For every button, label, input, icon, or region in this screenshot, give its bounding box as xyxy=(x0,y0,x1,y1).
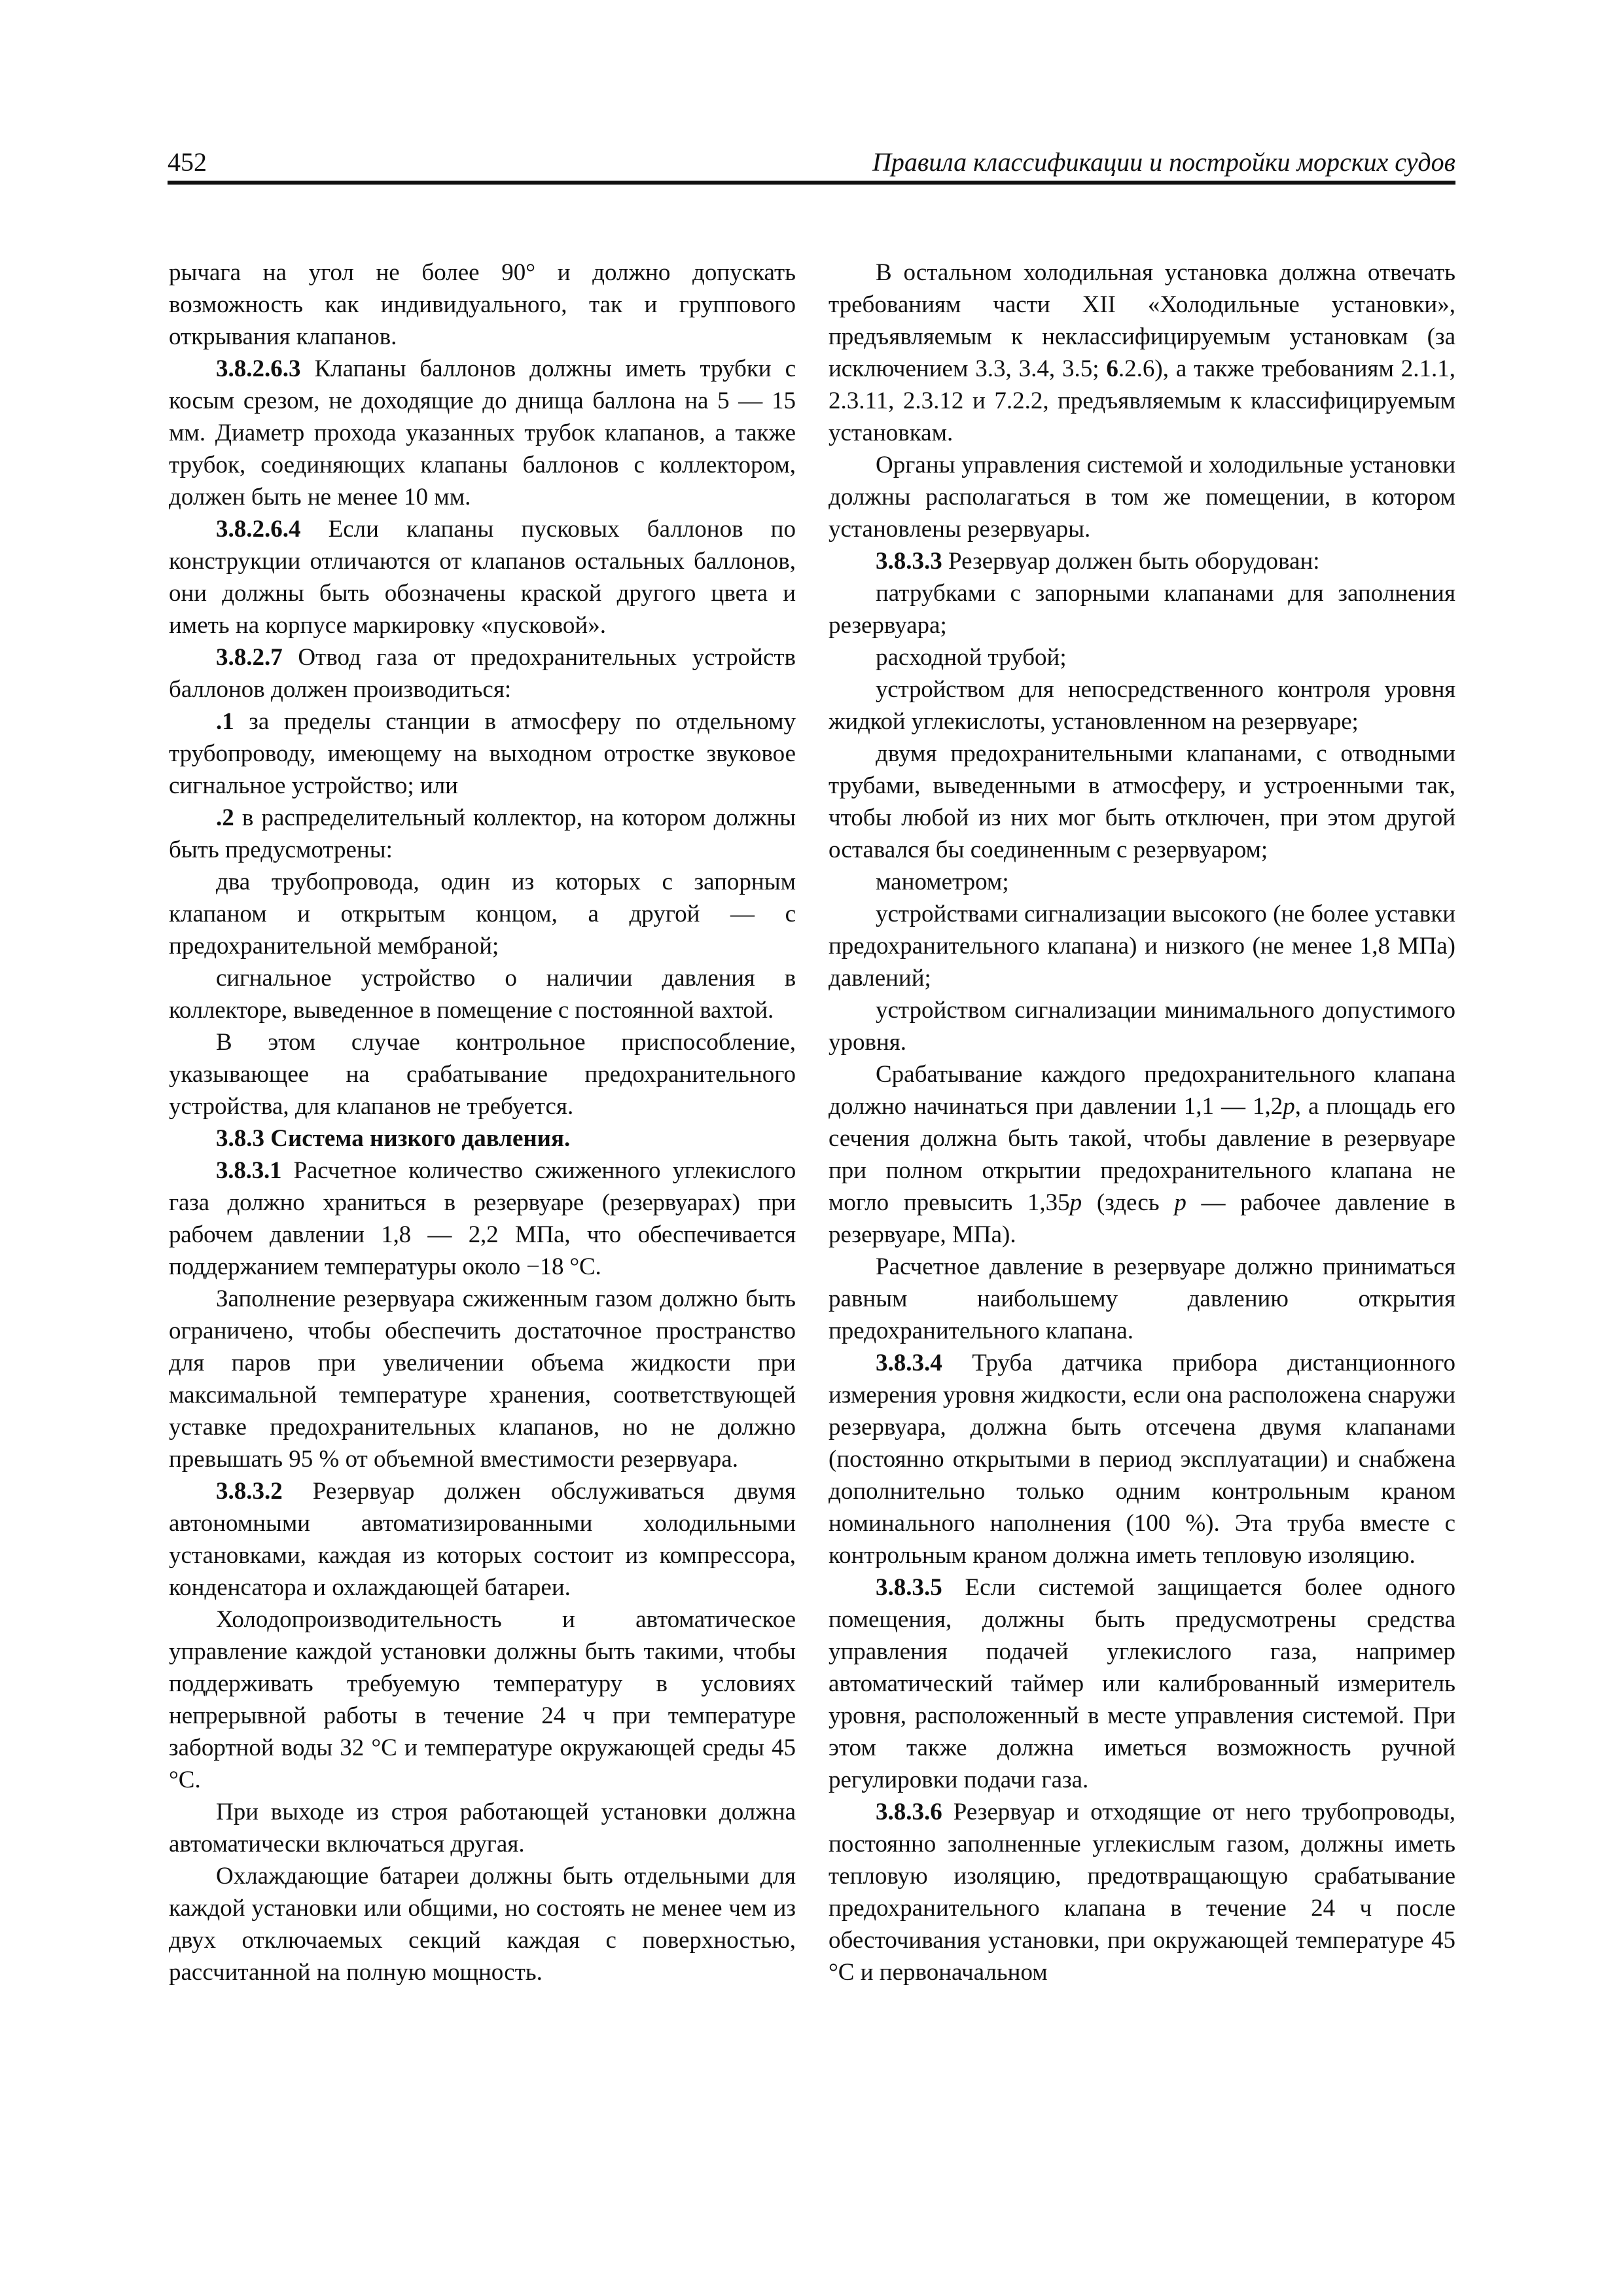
paragraph xyxy=(169,513,796,641)
running-title: Правила классификации и постройки морских судов xyxy=(872,147,1455,177)
pressure-symbol: p xyxy=(1283,1093,1295,1120)
list-item: расходной трубой; xyxy=(876,644,1067,671)
paragraph-text: за пределы станции в атмосферу по отдельному трубопроводу, имеющему на выходном отростке звуковое сигнальное устройство; или xyxy=(169,708,796,799)
paragraph-text: Клапаны баллонов должны иметь трубки с косым срезом, не доходящие до днища баллона на 5 — 15 мм. Диаметр прохода указанных трубок клапанов, а также трубок, соединяющих клапаны баллонов с коллектором, должен быть не менее 10 мм. xyxy=(169,355,796,511)
clause-number: 3.8.3.4 xyxy=(876,1350,942,1376)
list-item: устройством сигнализации минимального допустимого уровня. xyxy=(829,997,1455,1056)
paragraph: Заполнение резервуара сжиженным газом должно быть ограничено, чтобы обеспечить достаточное пространство для паров при увеличении объема жидкости при максимальной температуре хранения, соответствующей уставке предохранительных клапанов, но не должно превышать 95 % от объемной вместимости резервуара. xyxy=(169,1285,796,1473)
clause-number: 3.8.2.6.3 xyxy=(216,355,301,382)
paragraph xyxy=(829,257,1455,449)
paragraph-text: Резервуар и отходящие от него трубопроводы, постоянно заполненные углекислым газом, должны иметь тепловую изоляцию, предотвращающую срабатывание предохранительного клапана в течение 24 ч после обесточивания установки, при окружающей температуре 45 °С и первоначальном xyxy=(829,1799,1455,1986)
paragraph xyxy=(829,1058,1455,1251)
item-number: .1 xyxy=(216,708,234,735)
list-item: устройствами сигнализации высокого (не более уставки предохранительного клапана) и низкого (не менее 1,8 МПа) давлений; xyxy=(829,901,1455,992)
clause-number: 3.8.3.6 xyxy=(876,1799,942,1825)
paragraph-text: Если клапаны пусковых баллонов по конструкции отличаются от клапанов остальных баллонов, они должны быть обозначены краской другого цвета и иметь на корпусе маркировку «пусковой». xyxy=(169,516,796,639)
list-item: устройством для непосредственного контроля уровня жидкой углекислоты, установленном на резервуаре; xyxy=(829,676,1455,735)
clause-number: 3.8.2.6.4 xyxy=(216,516,301,543)
clause-number: 3.8.3.3 xyxy=(876,548,942,575)
item-number: .2 xyxy=(216,804,234,831)
paragraph-text: в распределительный коллектор, на котором должны быть предусмотрены: xyxy=(169,804,796,863)
paragraph-text: Отвод газа от предохранительных устройств баллонов должен производиться: xyxy=(169,644,796,703)
paragraph-text: (здесь xyxy=(1082,1189,1175,1216)
paragraph-text: — рабочее давление в резервуаре, МПа). xyxy=(829,1189,1456,1248)
paragraph xyxy=(829,545,1455,577)
paragraph-text: Резервуар должен быть оборудован: xyxy=(942,548,1320,575)
paragraph-text: Расчетное количество сжиженного углекислого газа должно храниться в резервуаре (резервуарах) при рабочем давлении 1,8 — 2,2 МПа, что обеспечивается поддержанием температуры около −18 °С. xyxy=(169,1157,796,1280)
clause-number: 3.8.2.7 xyxy=(216,644,283,671)
paragraph: Органы управления системой и холодильные установки должны располагаться в том же помещении, в котором установлены резервуары. xyxy=(829,452,1455,543)
clause-number: 3.8.3.2 xyxy=(216,1478,283,1505)
paragraph: В этом случае контрольное приспособление, указывающее на срабатывание предохранительного устройства, для клапанов не требуется. xyxy=(169,1029,796,1120)
list-item: двумя предохранительными клапанами, с отводными трубами, выведенными в атмосферу, и устроенными так, чтобы любой из них мог быть отключен, при этом другой оставался бы соединенным с резервуаром; xyxy=(829,740,1455,863)
bold-reference: 6 xyxy=(1106,355,1118,382)
paragraph xyxy=(829,1571,1455,1796)
list-item: патрубками с запорными клапанами для заполнения резервуара; xyxy=(829,580,1455,639)
list-item xyxy=(169,802,796,866)
paragraph-text: В остальном холодильная установка должна отвечать требованиям части XII «Холодильные установки», предъявляемым к неклассифицируемым установкам (за исключением 3.3, 3.4, 3.5; xyxy=(829,259,1455,382)
paragraph xyxy=(169,1475,796,1604)
paragraph-text: Если системой защищается более одного помещения, должны быть предусмотрены средства управления подачей углекислого газа, например автоматический таймер или калиброванный измеритель уровня, расположенный в месте управления системой. При этом также должна иметься возможность ручной регулировки подачи газа. xyxy=(829,1574,1455,1793)
right-column xyxy=(829,257,1455,1988)
paragraph xyxy=(829,1796,1455,1988)
list-item xyxy=(169,706,796,802)
paragraph: сигнальное устройство о наличии давления в коллекторе, выведенное в помещение с постоянной вахтой. xyxy=(169,965,796,1024)
page-number: 452 xyxy=(168,147,207,177)
paragraph xyxy=(169,353,796,513)
paragraph: Расчетное давление в резервуаре должно приниматься равным наибольшему давлению открытия предохранительного клапана. xyxy=(829,1253,1455,1344)
paragraph: Холодопроизводительность и автоматическое управление каждой установки должны быть такими, чтобы поддерживать требуемую температуру в условиях непрерывной работы в течение 24 ч при температуре забортной воды 32 °С и температуре окружающей среды 45 °С. xyxy=(169,1606,796,1793)
paragraph xyxy=(829,1347,1455,1571)
paragraph-text: , а площадь его сечения должна быть такой, чтобы давление в резервуаре при полном открытии предохранительного клапана не могло превысить 1,35 xyxy=(829,1093,1456,1216)
list-item: манометром; xyxy=(876,869,1009,895)
paragraph-text: Резервуар должен обслуживаться двумя автономными автоматизированными холодильными установками, каждая из которых состоит из компрессора, конденсатора и охлаждающей батареи. xyxy=(169,1478,796,1601)
clause-number: 3.8.3.1 xyxy=(216,1157,282,1184)
section-heading: 3.8.3 Система низкого давления. xyxy=(216,1125,571,1152)
left-column xyxy=(169,257,796,1988)
paragraph xyxy=(169,641,796,706)
paragraph-text: Труба датчика прибора дистанционного измерения уровня жидкости, если она расположена снаружи резервуара, должна быть отсечена двумя клапанами (постоянно открытыми в период эксплуатации) и снабжена дополнительно только одним контрольным краном номинального наполнения (100 %). Эта труба вместе с контрольным краном должна иметь тепловую изоляцию. xyxy=(829,1350,1455,1569)
paragraph: При выходе из строя работающей установки должна автоматически включаться другая. xyxy=(169,1799,796,1857)
clause-number: 3.8.3.5 xyxy=(876,1574,942,1601)
pressure-symbol: p xyxy=(1174,1189,1186,1216)
pressure-symbol: p xyxy=(1069,1189,1082,1216)
page-header xyxy=(168,140,1455,185)
paragraph-text: .2.6), а также требованиям 2.1.1, 2.3.11, 2.3.12 и 7.2.2, предъявляемым к классифицируемым установкам. xyxy=(829,355,1455,446)
paragraph-text: Срабатывание каждого предохранительного клапана должно начинаться при давлении 1,1 — 1,2 xyxy=(829,1061,1455,1120)
paragraph: два трубопровода, один из которых с запорным клапаном и открытым концом, а другой — с предохранительной мембраной; xyxy=(169,869,796,960)
paragraph xyxy=(169,1155,796,1283)
paragraph: Охлаждающие батареи должны быть отдельными для каждой установки или общими, но состоять не менее чем из двух отключаемых секций каждая с поверхностью, рассчитанной на полную мощность. xyxy=(169,1863,796,1986)
paragraph: рычага на угол не более 90° и должно допускать возможность как индивидуального, так и группового открывания клапанов. xyxy=(169,259,796,350)
